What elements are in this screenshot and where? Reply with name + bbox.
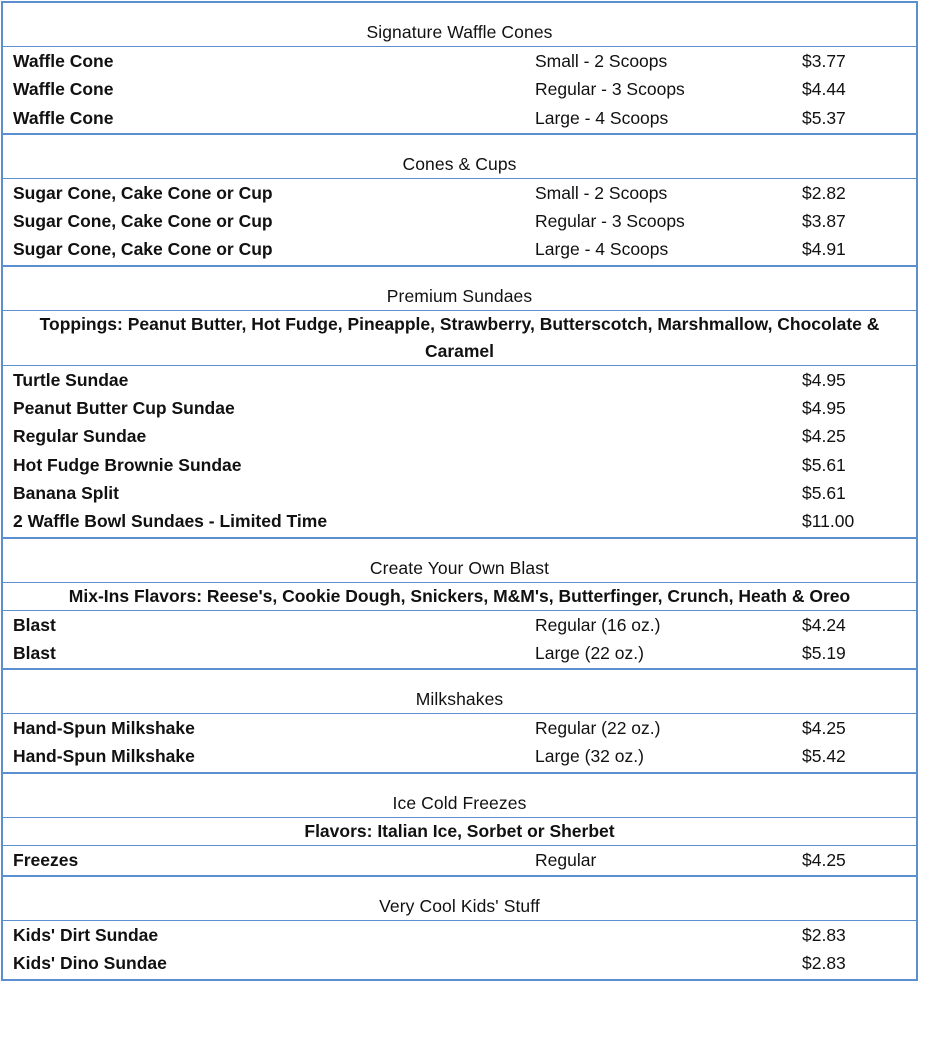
menu-item-row [3,394,916,422]
item-name: Sugar Cone, Cake Cone or Cup [13,239,273,260]
menu-table [1,1,918,981]
menu-item-row [3,179,916,207]
item-name: Peanut Butter Cup Sundae [13,398,235,419]
item-name: Waffle Cone [13,107,114,128]
item-price: $5.42 [802,746,846,767]
menu-item-row [3,451,916,479]
menu-item-row [3,422,916,450]
item-list [3,611,916,669]
item-size: Regular (22 oz.) [535,718,661,739]
item-price: $5.19 [802,642,846,663]
menu-item-row [3,611,916,639]
item-size: Regular (16 oz.) [535,614,661,635]
item-price: $4.25 [802,849,846,870]
item-price: $2.83 [802,925,846,946]
section-title: Ice Cold Freezes [3,774,916,818]
item-name: Sugar Cone, Cake Cone or Cup [13,182,273,203]
menu-section [3,265,916,537]
item-price: $4.24 [802,614,846,635]
section-title: Cones & Cups [3,135,916,179]
item-price: $5.61 [802,454,846,475]
item-price: $4.25 [802,718,846,739]
item-size: Regular - 3 Scoops [535,211,685,232]
item-name: Banana Split [13,482,119,503]
item-name: Waffle Cone [13,51,114,71]
item-price: $4.44 [802,79,846,100]
item-price: $3.87 [802,211,846,232]
item-price: $11.00 [802,511,855,532]
item-name: Hot Fudge Brownie Sundae [13,454,242,475]
item-price: $4.95 [802,398,846,419]
item-name: 2 Waffle Bowl Sundaes - Limited Time [13,511,328,532]
menu-section [3,875,916,979]
section-note: Mix-Ins Flavors: Reese's, Cookie Dough, Snickers, M&M's, Butterfinger, Crunch, Heath & Oreo [3,583,916,611]
menu-section [3,1,916,133]
item-price: $4.91 [802,239,846,260]
menu-section [3,772,916,875]
menu-item-row [3,104,916,132]
item-name: Kids' Dino Sundae [13,953,167,974]
section-note: Flavors: Italian Ice, Sorbet or Sherbet [3,818,916,846]
item-size: Large - 4 Scoops [535,239,669,260]
menu-item-row [3,75,916,103]
item-price: $4.25 [802,426,846,447]
section-title: Premium Sundaes [3,267,916,311]
item-size: Large (22 oz.) [535,642,644,663]
item-size: Large - 4 Scoops [535,107,669,128]
item-price: $5.37 [802,107,846,128]
menu-item-row [3,47,916,75]
item-size: Large (32 oz.) [535,746,644,767]
menu-item-row [3,921,916,949]
item-size: Small - 2 Scoops [535,182,668,203]
item-price: $5.61 [802,482,846,503]
item-name: Blast [13,642,56,663]
item-price: $3.77 [802,51,846,71]
menu-item-row [3,742,916,770]
item-size: Regular - 3 Scoops [535,79,685,100]
menu-item-row [3,639,916,667]
menu-item-row [3,207,916,235]
item-list [3,47,916,133]
section-note: Toppings: Peanut Butter, Hot Fudge, Pineapple, Strawberry, Butterscotch, Marshmallow, Chocolate & Caramel [3,311,916,366]
item-list [3,921,916,979]
item-name: Turtle Sundae [13,369,129,390]
menu-section [3,537,916,669]
menu-item-row [3,479,916,507]
item-size: Regular [535,849,597,870]
item-name: Waffle Cone [13,79,114,100]
item-list [3,714,916,772]
item-price: $2.83 [802,953,846,974]
menu-item-row [3,507,916,535]
item-name: Blast [13,614,56,635]
item-size: Small - 2 Scoops [535,51,668,71]
section-title: Milkshakes [3,670,916,714]
menu-section [3,133,916,265]
item-list [3,366,916,537]
item-list [3,179,916,265]
menu-item-row [3,714,916,742]
menu-section [3,668,916,772]
section-title: Signature Waffle Cones [3,3,916,47]
item-name: Hand-Spun Milkshake [13,718,195,739]
item-list [3,846,916,875]
item-name: Sugar Cone, Cake Cone or Cup [13,211,273,232]
item-name: Kids' Dirt Sundae [13,925,159,946]
item-name: Hand-Spun Milkshake [13,746,195,767]
section-title: Very Cool Kids' Stuff [3,877,916,921]
menu-item-row [3,949,916,977]
item-name: Regular Sundae [13,426,147,447]
section-title: Create Your Own Blast [3,539,916,583]
menu-item-row [3,235,916,263]
item-price: $2.82 [802,182,846,203]
item-name: Freezes [13,849,79,870]
menu-item-row [3,846,916,874]
item-price: $4.95 [802,369,846,390]
menu-item-row [3,366,916,394]
